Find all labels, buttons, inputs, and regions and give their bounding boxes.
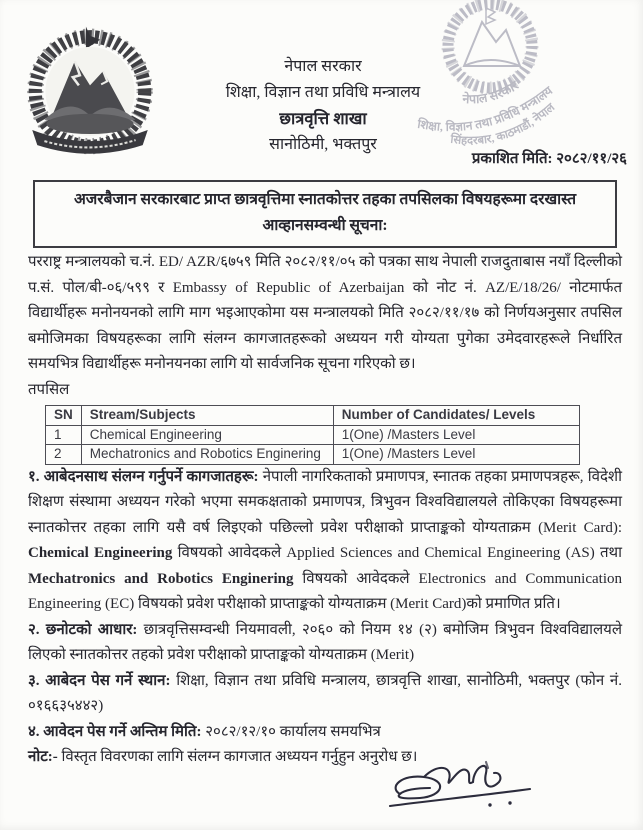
stamp-text-ministry: शिक्षा, विज्ञान तथा प्रविधि मन्त्रालय	[416, 83, 556, 134]
office-location: सानोठिमी, भक्तपुर	[269, 136, 377, 153]
item-documents-required	[28, 465, 622, 618]
text-segment: २०८२/१२/१० कार्यालय समयभित्र	[205, 723, 381, 740]
text-segment: शिक्षा, विज्ञान तथा प्रविधि मन्त्रालय, छात्रवृत्ति शाखा, सानोठिमी, भक्तपुर (फोन नं. ०१६६३५४४२)	[28, 672, 622, 714]
notice-title-box	[33, 180, 617, 248]
item-submission-place	[28, 669, 622, 720]
item-selection-basis	[28, 618, 622, 669]
table-cell: 1(One) /Masters Level	[333, 425, 579, 445]
table-cell: Mechatronics and Robotics Enginering	[81, 445, 333, 465]
column-header-subjects: Stream/Subjects	[81, 406, 333, 426]
branch-name: छात्रवृत्ति शाखा	[279, 109, 367, 128]
text-segment: विषयको आवेदकले Electronics and Communication Engineering (EC) विषयको प्रवेश परीक्षाको प्राप्ताङ्कको योग्यताक्रम (Merit Card)को प्रमाणित प्रति।	[28, 570, 622, 612]
tapasil-label: तपसिल	[28, 381, 70, 398]
table-body	[46, 425, 580, 464]
text-segment: नोट:-	[28, 749, 62, 765]
text-segment: Chemical Engineering	[28, 545, 178, 561]
table-cell: 1	[46, 425, 82, 445]
item-deadline	[28, 720, 622, 746]
text-segment: छात्रवृत्तिसम्वन्धी नियमावली, २०६० को नियम १४ (२) बमोजिम त्रिभुवन विश्वविद्यालयले लिएको स्नातकोत्तर तहको प्रवेश परीक्षाको प्राप्ताङ्कको योग्यताक्रम (Merit)	[28, 621, 622, 663]
text-segment: Mechatronics and Robotics Enginering	[28, 570, 303, 587]
ministry-name: शिक्षा, विज्ञान तथा प्रविधि मन्त्रालय	[225, 84, 421, 101]
table-row	[46, 445, 580, 465]
text-segment: विस्तृत विवरणका लागि संलग्न कागजात अध्ययन गर्नुहुन अनुरोध छ।	[61, 749, 418, 765]
text-segment: ३. आबेदन पेस गर्ने स्थान:	[28, 672, 177, 689]
column-header-sn: SN	[46, 406, 82, 426]
published-date: प्रकाशित मिति: २०८२/११/२६	[471, 151, 627, 167]
text-segment: नेपाली नागरिकताको प्रमाणपत्र, स्नातक तहका प्रमाणपत्रहरू, विदेशी शिक्षण संस्थामा अध्ययन गरेको भएमा समकक्षताको प्रमाणपत्र, त्रिभुवन विश्वविद्यालयले तोकिएका विषयहरूमा स्नातकोत्तर तहका लागि यसै वर्ष लिइएको पछिल्लो प्रवेश परीक्षाको प्राप्ताङ्कको योग्यताक्रम (Merit Card):	[28, 468, 623, 536]
subjects-table	[45, 405, 580, 465]
text-segment: विषयको आवेदकले Applied Sciences and Chemical Engineering (AS) तथा	[177, 545, 622, 561]
table-cell: 2	[46, 445, 82, 465]
nepal-emblem-icon	[14, 26, 166, 164]
notice-title-line1: अजरबैजान सरकारबाट प्राप्त छात्रवृत्तिमा स्नातकोत्तर तहका तपसिलका विषयहरूमा दरखास्त	[73, 191, 577, 208]
notice-body	[28, 250, 622, 771]
text-segment: २. छनोटको आधार:	[28, 621, 144, 638]
signature	[386, 760, 536, 822]
government-name: नेपाल सरकार	[284, 58, 362, 75]
table-header-row	[46, 406, 580, 426]
column-header-candidates: Number of Candidates/ Levels	[333, 406, 579, 426]
text-segment: १. आबेदनसाथ संलग्न गर्नुपर्ने कागजातहरू:	[28, 468, 263, 485]
table-cell: 1(One) /Masters Level	[333, 445, 579, 465]
intro-paragraph: परराष्ट्र मन्त्रालयको च.नं. ED/ AZR/६७५९ मिति २०८२/११/०५ को पत्रका साथ नेपाली राजदुताबास नयाँ दिल्लीको प.सं. पोल/बी-०६/५९९ र Embassy of Republic of Azerbaijan को नोट नं. AZ/E/18/26/ नोटमार्फत विद्यार्थीहरू मनोनयनको लागि माग भइआएकोमा यस मन्त्रालयको मिति २०८२/११/१७ को निर्णयअनुसार तपसिल बमोजिमका विषयहरूका लागि संलग्न कागजातहरूको अध्ययन गरी योग्यता पुगेका उमेदवारहरूले निर्धारित समयभित्र विद्यार्थीहरू मनोनयनका लागि यो सार्वजनिक सूचना गरिएको छ।	[28, 254, 622, 372]
table-row	[46, 425, 580, 445]
text-segment: ४. आवेदन पेस गर्ने अन्तिम मिति:	[28, 723, 206, 740]
table-cell: Chemical Engineering	[81, 425, 333, 445]
stamp-text-address: सिंहदरबार, काठमाडौं, नेपाल	[449, 101, 558, 148]
ministry-stamp-icon	[398, 0, 598, 152]
notice-title-line2: आव्हानसम्वन्धी सूचना:	[262, 217, 388, 234]
stamp-text-government: नेपाल सरकार	[462, 78, 521, 107]
